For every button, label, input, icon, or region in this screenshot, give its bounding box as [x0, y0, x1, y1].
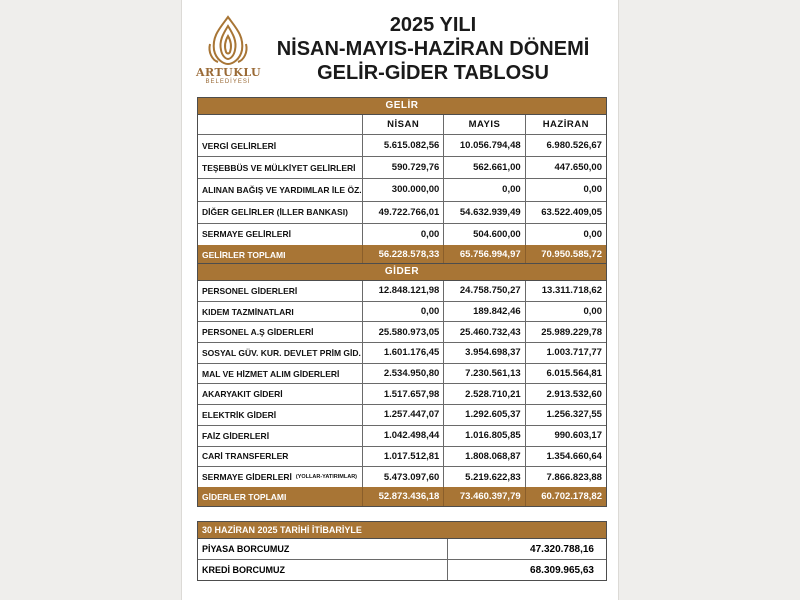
row-value: 1.042.498,44	[363, 426, 444, 446]
row-label	[198, 405, 363, 425]
row-value: 25.580.973,05	[363, 322, 444, 342]
debt-row	[198, 560, 606, 580]
municipality-logo	[196, 14, 260, 92]
logo-subtitle: BELEDİYESİ	[205, 79, 251, 85]
row-label-text: TEŞEBBÜS VE MÜLKİYET GELİRLERİ	[202, 162, 356, 173]
row-label-text: CARİ TRANSFERLER	[202, 451, 289, 462]
column-header-june: HAZİRAN	[542, 119, 589, 130]
table-row	[198, 447, 606, 468]
table-row	[198, 426, 606, 447]
flame-emblem-icon	[206, 14, 250, 66]
row-value: 12.848.121,98	[363, 281, 444, 301]
expense-table	[197, 263, 607, 507]
row-value: 2.913.532,60	[546, 388, 602, 400]
row-label	[198, 447, 363, 467]
row-label-text: DİĞER GELİRLER (İLLER BANKASI)	[202, 207, 348, 218]
income-column-header-row	[198, 115, 606, 135]
row-value: 0,00	[363, 302, 444, 322]
row-label	[198, 322, 363, 342]
row-value: 7.230.561,13	[444, 364, 525, 384]
row-label-text: SERMAYE GİDERLERİ	[202, 472, 292, 483]
income-total-label: GELİRLER TOPLAMI	[198, 245, 363, 265]
row-value: 25.989.229,78	[541, 326, 602, 338]
row-label-text: KIDEM TAZMİNATLARI	[202, 306, 294, 317]
expense-header: GİDER	[198, 264, 606, 281]
row-value: 0,00	[444, 179, 525, 200]
row-label	[198, 281, 363, 301]
table-row	[198, 202, 606, 224]
row-label-text: MAL VE HİZMET ALIM GİDERLERİ	[202, 368, 340, 379]
table-row	[198, 224, 606, 245]
row-label	[198, 467, 363, 487]
row-value: 5.473.097,60	[363, 467, 444, 487]
income-total-april: 56.228.578,33	[363, 245, 444, 265]
row-value: 504.600,00	[444, 224, 525, 245]
table-row	[198, 467, 606, 487]
row-value: 300.000,00	[363, 179, 444, 200]
row-label	[198, 302, 363, 322]
row-label	[198, 157, 363, 178]
expense-total-may: 73.460.397,79	[444, 487, 525, 507]
row-label-note: (YOLLAR-YATIRIMLAR)	[295, 474, 358, 481]
logo-name: ARTUKLU	[196, 66, 262, 79]
row-value: 3.954.698,37	[444, 343, 525, 363]
row-value: 189.842,46	[444, 302, 525, 322]
row-label	[198, 426, 363, 446]
row-label	[198, 135, 363, 156]
row-value: 49.722.766,01	[363, 202, 444, 223]
expense-total-june: 60.702.178,82	[541, 491, 602, 503]
table-row	[198, 179, 606, 201]
table-row	[198, 384, 606, 405]
row-label	[198, 343, 363, 363]
debt-header: 30 HAZİRAN 2025 TARİHİ İTİBARİYLE	[198, 522, 606, 539]
row-value: 1.292.605,37	[444, 405, 525, 425]
row-value: 1.017.512,81	[363, 447, 444, 467]
page-title	[260, 13, 606, 85]
debt-value: 68.309.965,63	[530, 564, 594, 576]
income-total-june: 70.950.585,72	[541, 249, 602, 261]
row-label-text: ELEKTRİK GİDERİ	[202, 409, 277, 420]
row-value: 1.517.657,98	[363, 384, 444, 404]
table-row	[198, 302, 606, 323]
debt-label: KREDİ BORCUMUZ	[198, 560, 448, 580]
expense-total-label: GİDERLER TOPLAMI	[198, 487, 363, 507]
row-value: 1.016.805,85	[444, 426, 525, 446]
debt-label: PİYASA BORCUMUZ	[198, 539, 448, 559]
row-value: 0,00	[583, 184, 602, 196]
row-label-text: SERMAYE GELİRLERİ	[202, 229, 291, 240]
row-value: 10.056.794,48	[444, 135, 525, 156]
debt-rows	[198, 539, 606, 580]
table-row	[198, 281, 606, 302]
expense-total-april: 52.873.436,18	[363, 487, 444, 507]
table-row	[198, 405, 606, 426]
row-value: 13.311.718,62	[541, 285, 602, 297]
table-row	[198, 343, 606, 364]
document-sheet	[182, 0, 618, 600]
income-table	[197, 97, 607, 266]
row-value: 590.729,76	[363, 157, 444, 178]
row-value: 447.650,00	[554, 162, 602, 174]
row-value: 1.257.447,07	[363, 405, 444, 425]
debt-row	[198, 539, 606, 560]
row-label-text: AKARYAKIT GİDERİ	[202, 389, 283, 400]
row-value: 5.615.082,56	[363, 135, 444, 156]
row-value: 1.808.068,87	[444, 447, 525, 467]
table-row	[198, 157, 606, 179]
row-label-text: PERSONEL GİDERLERİ	[202, 285, 298, 296]
income-rows	[198, 135, 606, 245]
title-name: GELİR-GİDER TABLOSU	[317, 62, 549, 84]
row-value: 6.015.564,81	[546, 368, 602, 380]
debt-table	[197, 521, 607, 581]
row-value: 24.758.750,27	[444, 281, 525, 301]
table-row	[198, 364, 606, 385]
row-label-text: PERSONEL A.Ş GİDERLERİ	[202, 327, 314, 338]
row-value: 0,00	[583, 228, 602, 240]
empty-header-cell	[198, 115, 363, 134]
title-year: 2025 YILI	[389, 14, 477, 36]
row-value: 1.354.660,64	[546, 450, 602, 462]
expense-rows	[198, 281, 606, 487]
row-value: 0,00	[583, 306, 602, 318]
row-value: 2.534.950,80	[363, 364, 444, 384]
row-value: 1.256.327,55	[546, 409, 602, 421]
row-value: 990.603,17	[554, 430, 602, 442]
row-label	[198, 224, 363, 245]
table-row	[198, 135, 606, 157]
row-value: 6.980.526,67	[546, 140, 602, 152]
income-header: GELİR	[198, 98, 606, 115]
column-header-may: MAYIS	[444, 115, 525, 134]
row-value: 54.632.939,49	[444, 202, 525, 223]
income-total-may: 65.756.994,97	[444, 245, 525, 265]
row-label	[198, 384, 363, 404]
row-label	[198, 202, 363, 223]
row-label	[198, 364, 363, 384]
title-period: NİSAN-MAYIS-HAZİRAN DÖNEMİ	[276, 38, 590, 60]
row-value: 2.528.710,21	[444, 384, 525, 404]
row-value: 1.003.717,77	[546, 347, 602, 359]
row-label	[198, 179, 363, 200]
row-value: 1.601.176,45	[363, 343, 444, 363]
row-value: 63.522.409,05	[541, 206, 602, 218]
column-header-april: NİSAN	[363, 115, 444, 134]
row-value: 562.661,00	[444, 157, 525, 178]
debt-value: 47.320.788,16	[530, 543, 594, 555]
row-label-text: VERGİ GELİRLERİ	[202, 140, 277, 151]
table-row	[198, 322, 606, 343]
row-value: 5.219.622,83	[444, 467, 525, 487]
row-value: 7.866.823,88	[546, 471, 602, 483]
row-label-text: FAİZ GİDERLERİ	[202, 430, 270, 441]
row-label-text: ALINAN BAĞIŞ VE YARDIMLAR İLE ÖZ.	[202, 184, 362, 195]
row-label-text: SOSYAL GÜV. KUR. DEVLET PRİM GİD.	[202, 347, 361, 358]
expense-total-row	[198, 487, 606, 507]
row-value: 0,00	[363, 224, 444, 245]
row-value: 25.460.732,43	[444, 322, 525, 342]
income-total-row	[198, 245, 606, 265]
